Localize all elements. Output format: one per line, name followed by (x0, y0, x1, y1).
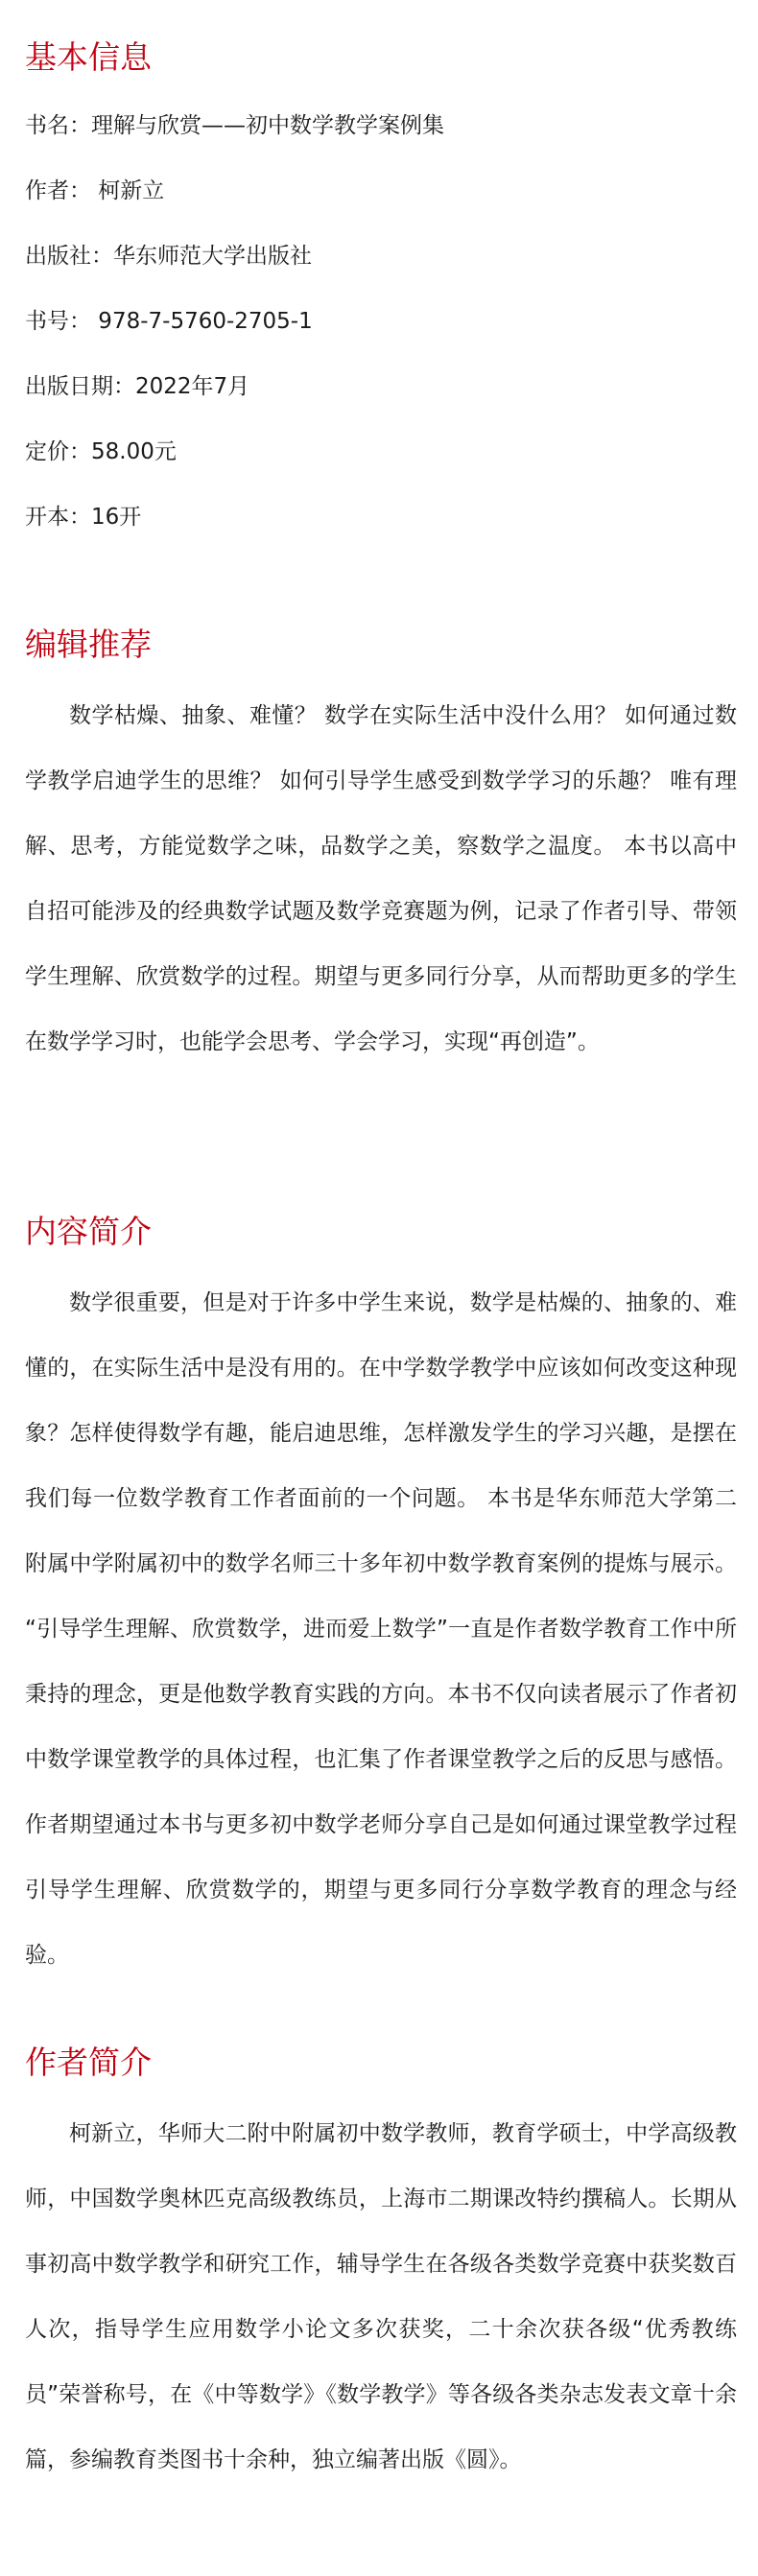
editor-recommend-text: 数学枯燥、抽象、难懂？ 数学在实际生活中没什么用？ 如何通过数学教学启迪学生的思维？ 如何引导学生感受到数学学习的乐趣？ 唯有理解、思考，方能觉数学之味，品数学之美，察数学之温度。 本书以高中自招可能涉及的经典数学试题及数学竞赛题为例，记录了作者引导、带领学生理解、欣赏数学的过程。期望与更多同行分享，从而帮助更多的学生在数学学习时，也能学会思考、学会学习，实现“再创造”。 (25, 703, 737, 1054)
author-intro-text: 柯新立，华师大二附中附属初中数学教师，教育学硕士，中学高级教师，中国数学奥林匹克高级教练员，上海市二期课改特约撰稿人。长期从事初高中数学教学和研究工作，辅导学生在各级各类数学竞赛中获奖数百人次，指导学生应用数学小论文多次获奖，二十余次获各级“优秀教练员”荣誉称号，在《中等数学》《数学教学》等各级各类杂志发表文章十余篇，参编教育类图书十余种，独立编著出版《圆》。 (25, 2121, 737, 2472)
price-line: 定价：58.00元 (25, 439, 177, 464)
editor-recommend-heading: 编辑推荐 (25, 626, 152, 663)
book-name-line: 书名：理解与欣赏——初中数学教学案例集 (25, 113, 444, 138)
basic-info-heading: 基本信息 (25, 38, 152, 76)
content-intro-heading: 内容简介 (25, 1213, 152, 1250)
isbn-line: 书号： 978-7-5760-2705-1 (25, 309, 313, 334)
pub-date-line: 出版日期：2022年7月 (25, 374, 250, 399)
author-intro-heading: 作者简介 (25, 2044, 152, 2081)
content-intro-text: 数学很重要，但是对于许多中学生来说，数学是枯燥的、抽象的、难懂的，在实际生活中是没有用的。在中学数学教学中应该如何改变这种现象？怎样使得数学有趣，能启迪思维，怎样激发学生的学习兴趣，是摆在我们每一位数学教育工作者面前的一个问题。 本书是华东师范大学第二附属中学附属初中的数学名师三十多年初中数学教育案例的提炼与展示。 “引导学生理解、欣赏数学，进而爱上数学”一直是作者数学教育工作中所秉持的理念，更是他数学教育实践的方向。本书不仅向读者展示了作者初中数学课堂教学的具体过程，也汇集了作者课堂教学之后的反思与感悟。作者期望通过本书与更多初中数学老师分享自己是如何通过课堂教学过程引导学生理解、欣赏数学的，期望与更多同行分享数学教育的理念与经验。 (25, 1290, 737, 1968)
publisher-line: 出版社：华东师范大学出版社 (25, 244, 312, 269)
author-line: 作者： 柯新立 (25, 178, 165, 203)
format-line: 开本：16开 (25, 505, 142, 530)
